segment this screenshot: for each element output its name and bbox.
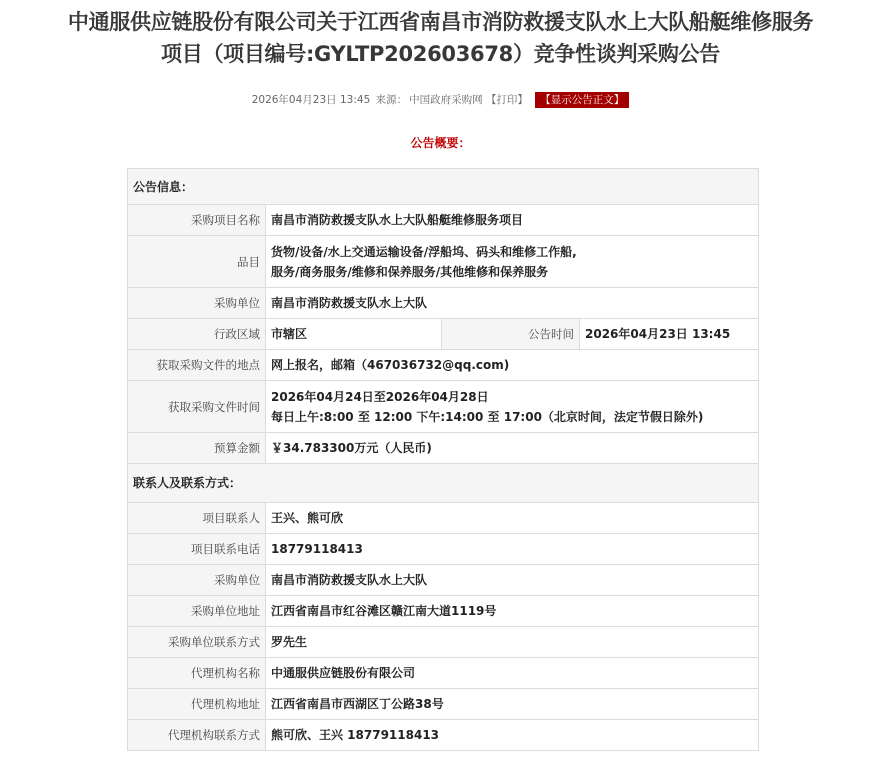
table-row — [128, 319, 759, 350]
agency-name-label: 代理机构名称 — [128, 658, 266, 689]
table-row — [128, 503, 759, 534]
agency-contact-value: 熊可欣、王兴 18779118413 — [266, 720, 759, 751]
doc-time-value — [266, 381, 759, 433]
section-notice-info: 公告信息： — [128, 169, 759, 205]
summary-table-wrap — [127, 168, 758, 751]
region-value: 市辖区 — [266, 319, 442, 350]
print-link[interactable]: 【打印】 — [485, 94, 528, 106]
category-line-2: 服务/商务服务/维修和保养服务/其他维修和保养服务 — [271, 264, 549, 279]
category-line-1: 货物/设备/水上交通运输设备/浮船坞、码头和维修工作船, — [271, 244, 577, 259]
project-contact-value: 王兴、熊可欣 — [266, 503, 759, 534]
publish-datetime: 2026年04月23日 13:45 — [251, 94, 371, 106]
section-contact: 联系人及联系方式： — [128, 464, 759, 503]
purchaser-value: 南昌市消防救援支队水上大队 — [266, 288, 759, 319]
purchaser-contact-value: 罗先生 — [266, 627, 759, 658]
title-line-2: 项目（项目编号:GYLTP202603678）竞争性谈判采购公告 — [161, 42, 720, 66]
publish-time-label: 公告时间 — [442, 319, 580, 350]
project-name-value: 南昌市消防救援支队水上大队船艇维修服务项目 — [266, 205, 759, 236]
table-row — [128, 565, 759, 596]
table-row — [128, 596, 759, 627]
doc-time-label: 获取采购文件时间 — [128, 381, 266, 433]
purchaser-contact-label: 采购单位联系方式 — [128, 627, 266, 658]
purchaser-address-label: 采购单位地址 — [128, 596, 266, 627]
project-phone-value: 18779118413 — [266, 534, 759, 565]
doc-location-value: 网上报名，邮箱（467036732@qq.com) — [266, 350, 759, 381]
doc-time-line-1: 2026年04月24日至2026年04月28日 — [271, 389, 489, 404]
project-phone-label: 项目联系电话 — [128, 534, 266, 565]
title-line-1: 中通服供应链股份有限公司关于江西省南昌市消防救援支队水上大队船艇维修服务 — [67, 10, 814, 34]
doc-location-label: 获取采购文件的地点 — [128, 350, 266, 381]
overview-heading: 公告概要： — [410, 136, 471, 150]
purchaser-address-value: 江西省南昌市红谷滩区赣江南大道1119号 — [266, 596, 759, 627]
region-label: 行政区域 — [128, 319, 266, 350]
table-row — [128, 689, 759, 720]
table-row — [128, 658, 759, 689]
agency-name-value: 中通服供应链股份有限公司 — [266, 658, 759, 689]
budget-value: ￥34.783300万元（人民币) — [266, 433, 759, 464]
table-row — [128, 350, 759, 381]
summary-table — [127, 168, 759, 751]
table-row — [128, 627, 759, 658]
project-contact-label: 项目联系人 — [128, 503, 266, 534]
contact-purchaser-value: 南昌市消防救援支队水上大队 — [266, 565, 759, 596]
category-label: 品目 — [128, 236, 266, 288]
source-name: 中国政府采购网 — [409, 94, 483, 106]
source-label: 来源： — [375, 94, 408, 106]
table-row — [128, 534, 759, 565]
budget-label: 预算金额 — [128, 433, 266, 464]
publish-time-value: 2026年04月23日 13:45 — [580, 319, 759, 350]
meta-bar — [0, 92, 881, 108]
category-value — [266, 236, 759, 288]
table-row — [128, 381, 759, 433]
agency-contact-label: 代理机构联系方式 — [128, 720, 266, 751]
project-name-label: 采购项目名称 — [128, 205, 266, 236]
doc-time-line-2: 每日上午:8:00 至 12:00 下午:14:00 至 17:00（北京时间，法定节假日除外) — [271, 409, 704, 424]
table-row — [128, 433, 759, 464]
contact-purchaser-label: 采购单位 — [128, 565, 266, 596]
table-row — [128, 205, 759, 236]
page-title — [0, 6, 881, 70]
agency-address-label: 代理机构地址 — [128, 689, 266, 720]
table-row — [128, 288, 759, 319]
section-row — [128, 464, 759, 503]
purchaser-label: 采购单位 — [128, 288, 266, 319]
section-row — [128, 169, 759, 205]
table-row — [128, 720, 759, 751]
show-body-button[interactable]: 【显示公告正文】 — [535, 92, 629, 108]
table-row — [128, 236, 759, 288]
agency-address-value: 江西省南昌市西湖区丁公路38号 — [266, 689, 759, 720]
